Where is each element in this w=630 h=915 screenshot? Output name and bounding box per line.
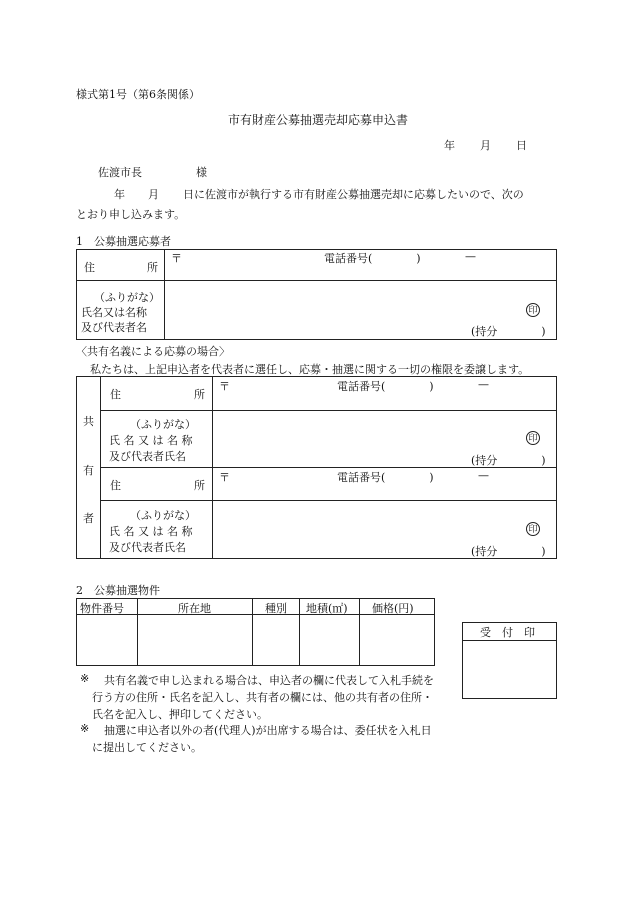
joint-1-furigana-label: （ふりがな）: [130, 418, 196, 431]
applicant-phone-dash: —: [465, 250, 476, 263]
joint-side-label-1: 共: [83, 415, 94, 428]
section-1-heading: 1 公募抽選応募者: [76, 235, 171, 248]
date-year-label: 年: [444, 139, 455, 152]
applicant-representative-label: 及び代表者名: [81, 321, 147, 334]
intro-year-label: 年: [114, 188, 125, 201]
joint-1-name-label: 氏 名 又 は 名 称: [109, 434, 193, 447]
joint-1-phone-dash: —: [478, 378, 489, 391]
document-title: 市有財産公募抽選売却応募申込書: [228, 113, 409, 127]
joint-2-furigana-label: （ふりがな）: [130, 509, 196, 522]
note-1-line-1: 共有名義で申し込まれる場合は、申込者の欄に代表して入札手続を: [104, 674, 434, 687]
note-2-mark: ※: [80, 722, 90, 735]
joint-1-representative-label: 及び代表者氏名: [109, 450, 186, 463]
applicant-furigana-label: （ふりがな）: [94, 291, 160, 304]
receipt-stamp-label: 受 付 印: [480, 626, 535, 639]
applicant-phone-label: 電話番号( ): [324, 252, 421, 265]
property-col-price: 価格(円): [372, 602, 414, 615]
date-day-label: 日: [516, 139, 527, 152]
joint-1-seal-mark: 印: [526, 431, 540, 445]
joint-2-phone-label: 電話番号( ): [337, 471, 434, 484]
joint-2-postal-mark: 〒: [219, 471, 230, 484]
date-month-label: 月: [480, 139, 491, 152]
joint-2-name-label: 氏 名 又 は 名 称: [109, 525, 193, 538]
joint-side-label-3: 者: [83, 512, 94, 525]
joint-heading: 〈共有名義による応募の場合〉: [76, 345, 230, 358]
applicant-name-label: 氏名又は名称: [81, 306, 147, 319]
honorific: 様: [196, 166, 207, 179]
addressee: 佐渡市長: [98, 166, 142, 179]
property-col-type: 種別: [265, 602, 287, 615]
joint-2-share: (持分 ): [471, 545, 546, 558]
note-2-line-1: 抽選に申込者以外の者(代理人)が出席する場合は、委任状を入札日: [104, 724, 432, 737]
joint-2-phone-dash: —: [478, 469, 489, 482]
applicant-seal-mark: 印: [526, 303, 540, 317]
joint-1-postal-mark: 〒: [219, 380, 230, 393]
form-number: 様式第1号（第6条関係）: [76, 88, 200, 101]
note-2-line-2: に提出してください。: [92, 741, 202, 754]
note-1-line-2: 行う方の住所・氏名を記入し、共有者の欄には、他の共有者の住所・: [92, 691, 433, 704]
applicant-address-label-a: 住: [84, 261, 95, 274]
property-col-number: 物件番号: [80, 602, 124, 615]
joint-delegation-text: 私たちは、上記申込者を代表者に選任し、応募・抽選に関する一切の権限を委譲します。: [90, 363, 530, 376]
joint-2-representative-label: 及び代表者氏名: [109, 541, 186, 554]
intro-line-1: 日に佐渡市が執行する市有財産公募抽選売却に応募したいので、次の: [183, 188, 524, 201]
joint-2-address-label-b: 所: [194, 479, 205, 492]
joint-2-seal-mark: 印: [526, 522, 540, 536]
joint-2-address-label-a: 住: [110, 479, 121, 492]
property-col-area: 地積(㎡): [306, 602, 348, 615]
joint-side-label-2: 有: [83, 464, 94, 477]
applicant-postal-mark: 〒: [171, 252, 182, 265]
joint-1-address-label-b: 所: [194, 388, 205, 401]
joint-1-address-label-a: 住: [110, 388, 121, 401]
joint-1-share: (持分 ): [471, 454, 546, 467]
intro-line-2: とおり申し込みます。: [76, 208, 186, 221]
intro-month-label: 月: [148, 188, 159, 201]
applicant-address-label-b: 所: [147, 261, 158, 274]
applicant-share: (持分 ): [471, 325, 546, 338]
joint-1-phone-label: 電話番号( ): [337, 380, 434, 393]
note-1-line-3: 氏名を記入し、押印してください。: [92, 708, 268, 721]
note-1-mark: ※: [80, 672, 90, 685]
property-col-location: 所在地: [178, 602, 211, 615]
section-2-heading: 2 公募抽選物件: [76, 584, 160, 597]
